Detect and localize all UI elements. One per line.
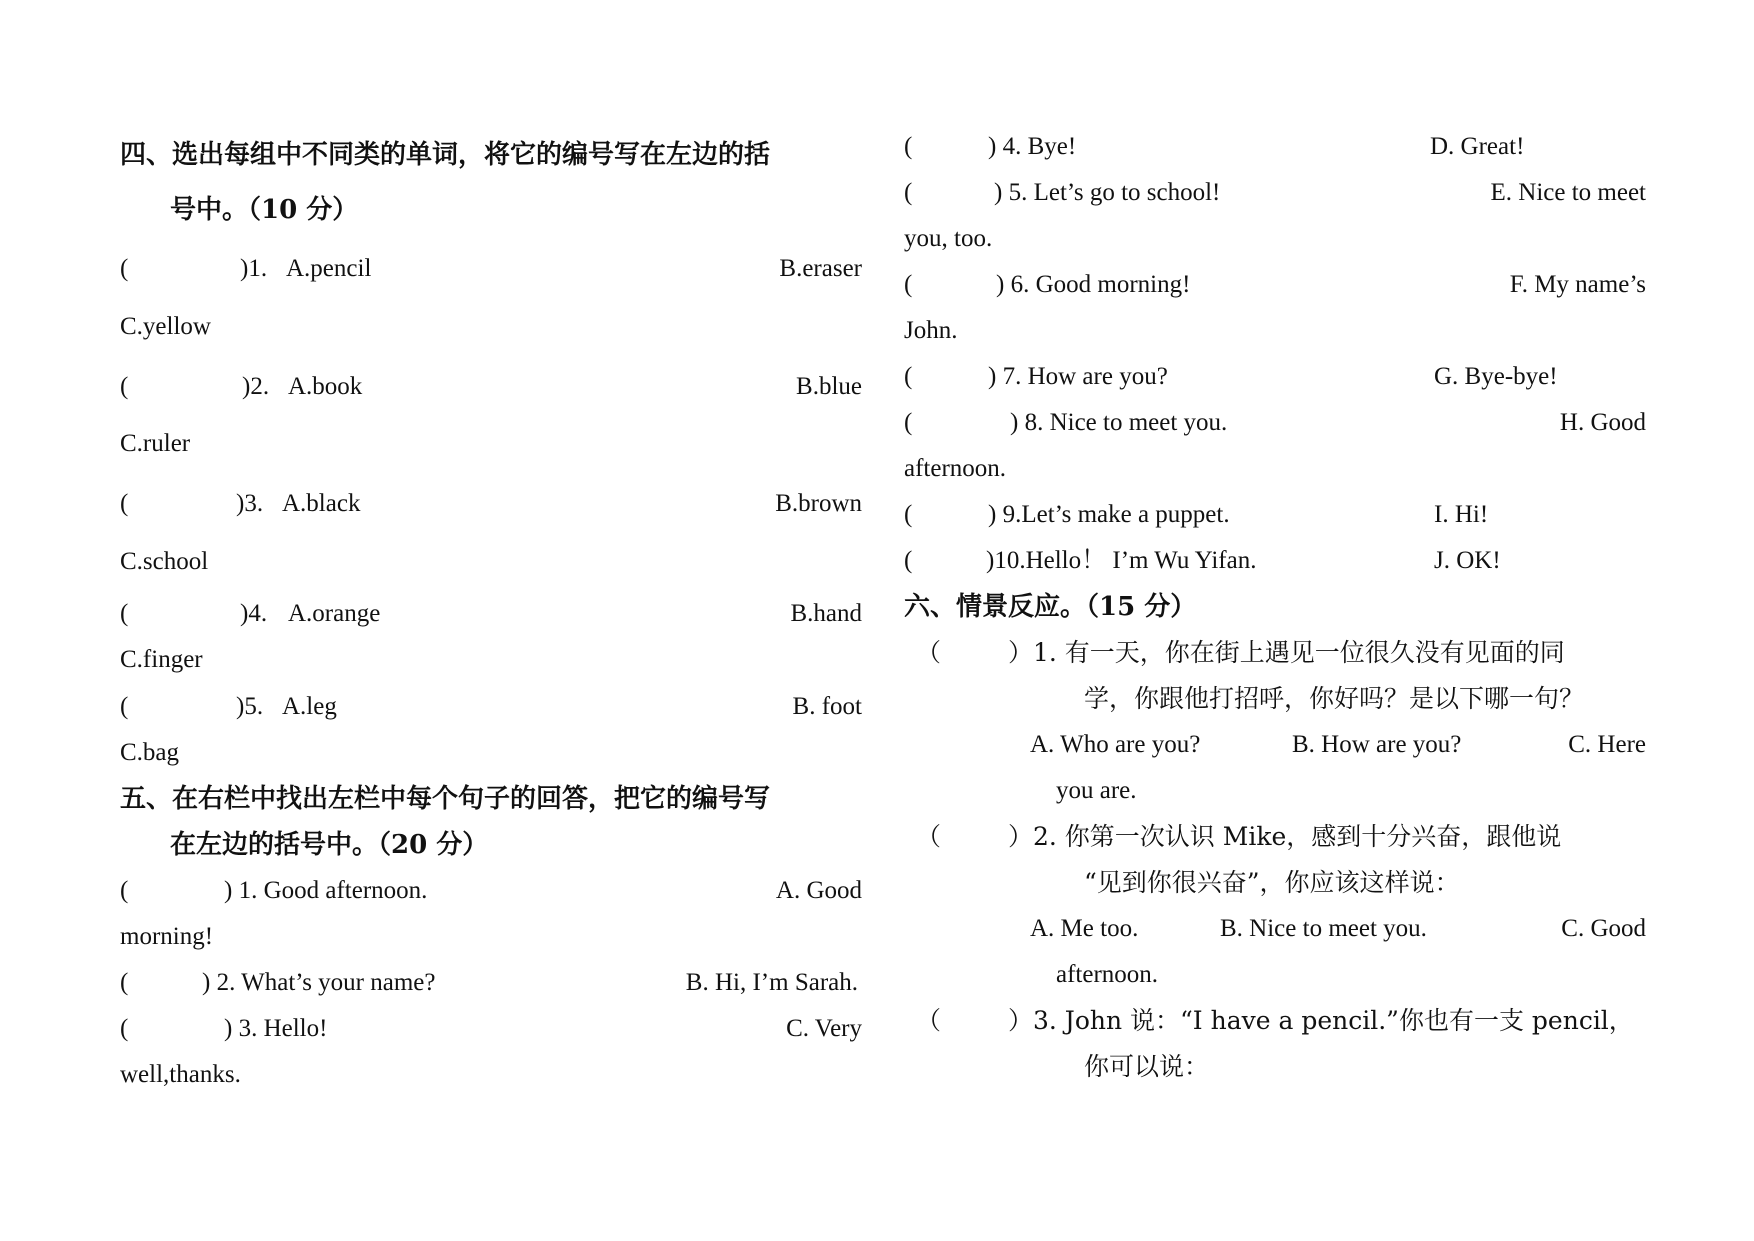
item-number: )4. bbox=[240, 600, 268, 627]
s5-item-7 bbox=[904, 360, 1646, 394]
s6-item-1 bbox=[904, 636, 1646, 670]
question-text: ) 5. Let’s go to school! bbox=[994, 179, 1221, 206]
answer-blank[interactable]: ( bbox=[120, 255, 129, 282]
question-text-cont: 学，你跟他打招呼，你好吗？是以下哪一句？ bbox=[1084, 684, 1585, 713]
item-number: )3. bbox=[236, 490, 264, 517]
answer-option: J. OK! bbox=[1434, 547, 1501, 574]
s5-item-6 bbox=[904, 268, 1646, 302]
answer-blank[interactable]: ( bbox=[120, 490, 129, 517]
s6-item-2-options bbox=[904, 912, 1646, 946]
s5-item-2 bbox=[120, 966, 862, 1000]
option-a: A. Who are you? bbox=[1030, 731, 1201, 758]
answer-option: G. Bye-bye! bbox=[1434, 363, 1558, 390]
answer-blank[interactable]: ( bbox=[120, 373, 129, 400]
answer-option-cont: John. bbox=[904, 317, 958, 344]
answer-blank[interactable]: ( bbox=[120, 1015, 129, 1042]
answer-option-cont: well,thanks. bbox=[120, 1061, 241, 1088]
option-b: B.eraser bbox=[779, 255, 862, 282]
s5-item-4 bbox=[904, 130, 1646, 164]
answer-blank[interactable]: ( bbox=[904, 409, 913, 436]
question-text: )10.Hello！ I’m Wu Yifan. bbox=[986, 547, 1257, 574]
option-b: B.hand bbox=[790, 600, 862, 627]
question-text: ) 3. Hello! bbox=[224, 1015, 328, 1042]
answer-option: C. Very bbox=[786, 1015, 862, 1042]
question-text: ）2. 你第一次认识 Mike，感到十分兴奋，跟他说 bbox=[1008, 822, 1562, 851]
question-text: ) 6. Good morning! bbox=[996, 271, 1191, 298]
option-c-cont: you are. bbox=[1056, 777, 1137, 804]
option-a: A. Me too. bbox=[1030, 915, 1139, 942]
s4-item-4 bbox=[120, 597, 862, 631]
s5-item-9 bbox=[904, 498, 1646, 532]
s4-item-1 bbox=[120, 252, 862, 286]
question-text-cont: “见到你很兴奋”，你应该这样说： bbox=[1084, 868, 1460, 897]
s6-item-3 bbox=[904, 1004, 1646, 1038]
s6-item-2 bbox=[904, 820, 1646, 854]
question-text: ）3. John 说：“I have a pencil.”你也有一支 pencil， bbox=[1008, 1006, 1634, 1035]
s4-item-5 bbox=[120, 690, 862, 724]
option-c: C. Here bbox=[1568, 731, 1646, 758]
answer-blank[interactable]: （ bbox=[916, 822, 942, 851]
section-5-title: 五、在右栏中找出左栏中每个句子的回答，把它的编号写 bbox=[120, 784, 771, 814]
item-number: )1. bbox=[240, 255, 268, 282]
section-4-title-cont: 号中。（10 分） bbox=[170, 195, 359, 225]
s4-item-2 bbox=[120, 370, 862, 404]
answer-blank[interactable]: ( bbox=[904, 133, 913, 160]
option-b: B.brown bbox=[775, 490, 862, 517]
option-c-cont: afternoon. bbox=[1056, 961, 1159, 988]
s5-item-8 bbox=[904, 406, 1646, 440]
s5-item-1 bbox=[120, 874, 862, 908]
question-text: ) 2. What’s your name? bbox=[202, 969, 436, 996]
answer-blank[interactable]: （ bbox=[916, 638, 942, 667]
s6-item-1-options bbox=[904, 728, 1646, 762]
option-b: B. Nice to meet you. bbox=[1220, 915, 1427, 942]
answer-blank[interactable]: ( bbox=[120, 693, 129, 720]
answer-option: B. Hi, I’m Sarah. bbox=[685, 969, 858, 996]
answer-blank[interactable]: ( bbox=[120, 969, 129, 996]
answer-option: A. Good bbox=[775, 877, 862, 904]
answer-option-cont: you, too. bbox=[904, 225, 993, 252]
answer-blank[interactable]: ( bbox=[904, 363, 913, 390]
answer-option: D. Great! bbox=[1430, 133, 1525, 160]
answer-option-cont: afternoon. bbox=[904, 455, 1007, 482]
section-4-title: 四、选出每组中不同类的单词，将它的编号写在左边的括 bbox=[120, 140, 771, 170]
option-b: B. foot bbox=[792, 693, 862, 720]
answer-blank[interactable]: ( bbox=[904, 271, 913, 298]
option-c: C. Good bbox=[1561, 915, 1646, 942]
s5-item-5 bbox=[904, 176, 1646, 210]
option-c: C.bag bbox=[120, 739, 180, 766]
question-text: ）1. 有一天，你在街上遇见一位很久没有见面的同 bbox=[1008, 638, 1565, 667]
answer-option-cont: morning! bbox=[120, 923, 214, 950]
question-text-cont: 你可以说： bbox=[1084, 1052, 1210, 1081]
answer-blank[interactable]: ( bbox=[904, 547, 913, 574]
option-a: A.leg bbox=[282, 693, 337, 720]
section-6-title: 六、情景反应。（15 分） bbox=[904, 592, 1197, 622]
option-b: B.blue bbox=[796, 373, 862, 400]
item-number: )5. bbox=[236, 693, 264, 720]
answer-blank[interactable]: ( bbox=[120, 877, 129, 904]
option-a: A.black bbox=[282, 490, 361, 517]
option-b: B. How are you? bbox=[1292, 731, 1462, 758]
question-text: ) 9.Let’s make a puppet. bbox=[988, 501, 1230, 528]
option-a: A.pencil bbox=[286, 255, 372, 282]
question-text: ) 7. How are you? bbox=[988, 363, 1168, 390]
question-text: ) 8. Nice to meet you. bbox=[1010, 409, 1228, 436]
answer-blank[interactable]: ( bbox=[120, 600, 129, 627]
answer-option: E. Nice to meet bbox=[1490, 179, 1646, 206]
s4-item-3 bbox=[120, 487, 862, 521]
option-c: C.ruler bbox=[120, 430, 191, 457]
question-text: ) 1. Good afternoon. bbox=[224, 877, 428, 904]
answer-blank[interactable]: （ bbox=[916, 1006, 942, 1035]
s5-item-3 bbox=[120, 1012, 862, 1046]
question-text: ) 4. Bye! bbox=[988, 133, 1077, 160]
option-c: C.finger bbox=[120, 646, 203, 673]
option-a: A.book bbox=[288, 373, 363, 400]
option-c: C.school bbox=[120, 548, 209, 575]
answer-blank[interactable]: ( bbox=[904, 501, 913, 528]
answer-blank[interactable]: ( bbox=[904, 179, 913, 206]
item-number: )2. bbox=[242, 373, 270, 400]
answer-option: I. Hi! bbox=[1434, 501, 1489, 528]
section-5-title-cont: 在左边的括号中。（20 分） bbox=[170, 830, 489, 860]
option-a: A.orange bbox=[288, 600, 381, 627]
answer-option: F. My name’s bbox=[1509, 271, 1646, 298]
s5-item-10 bbox=[904, 544, 1646, 578]
option-c: C.yellow bbox=[120, 313, 211, 340]
answer-option: H. Good bbox=[1559, 409, 1646, 436]
